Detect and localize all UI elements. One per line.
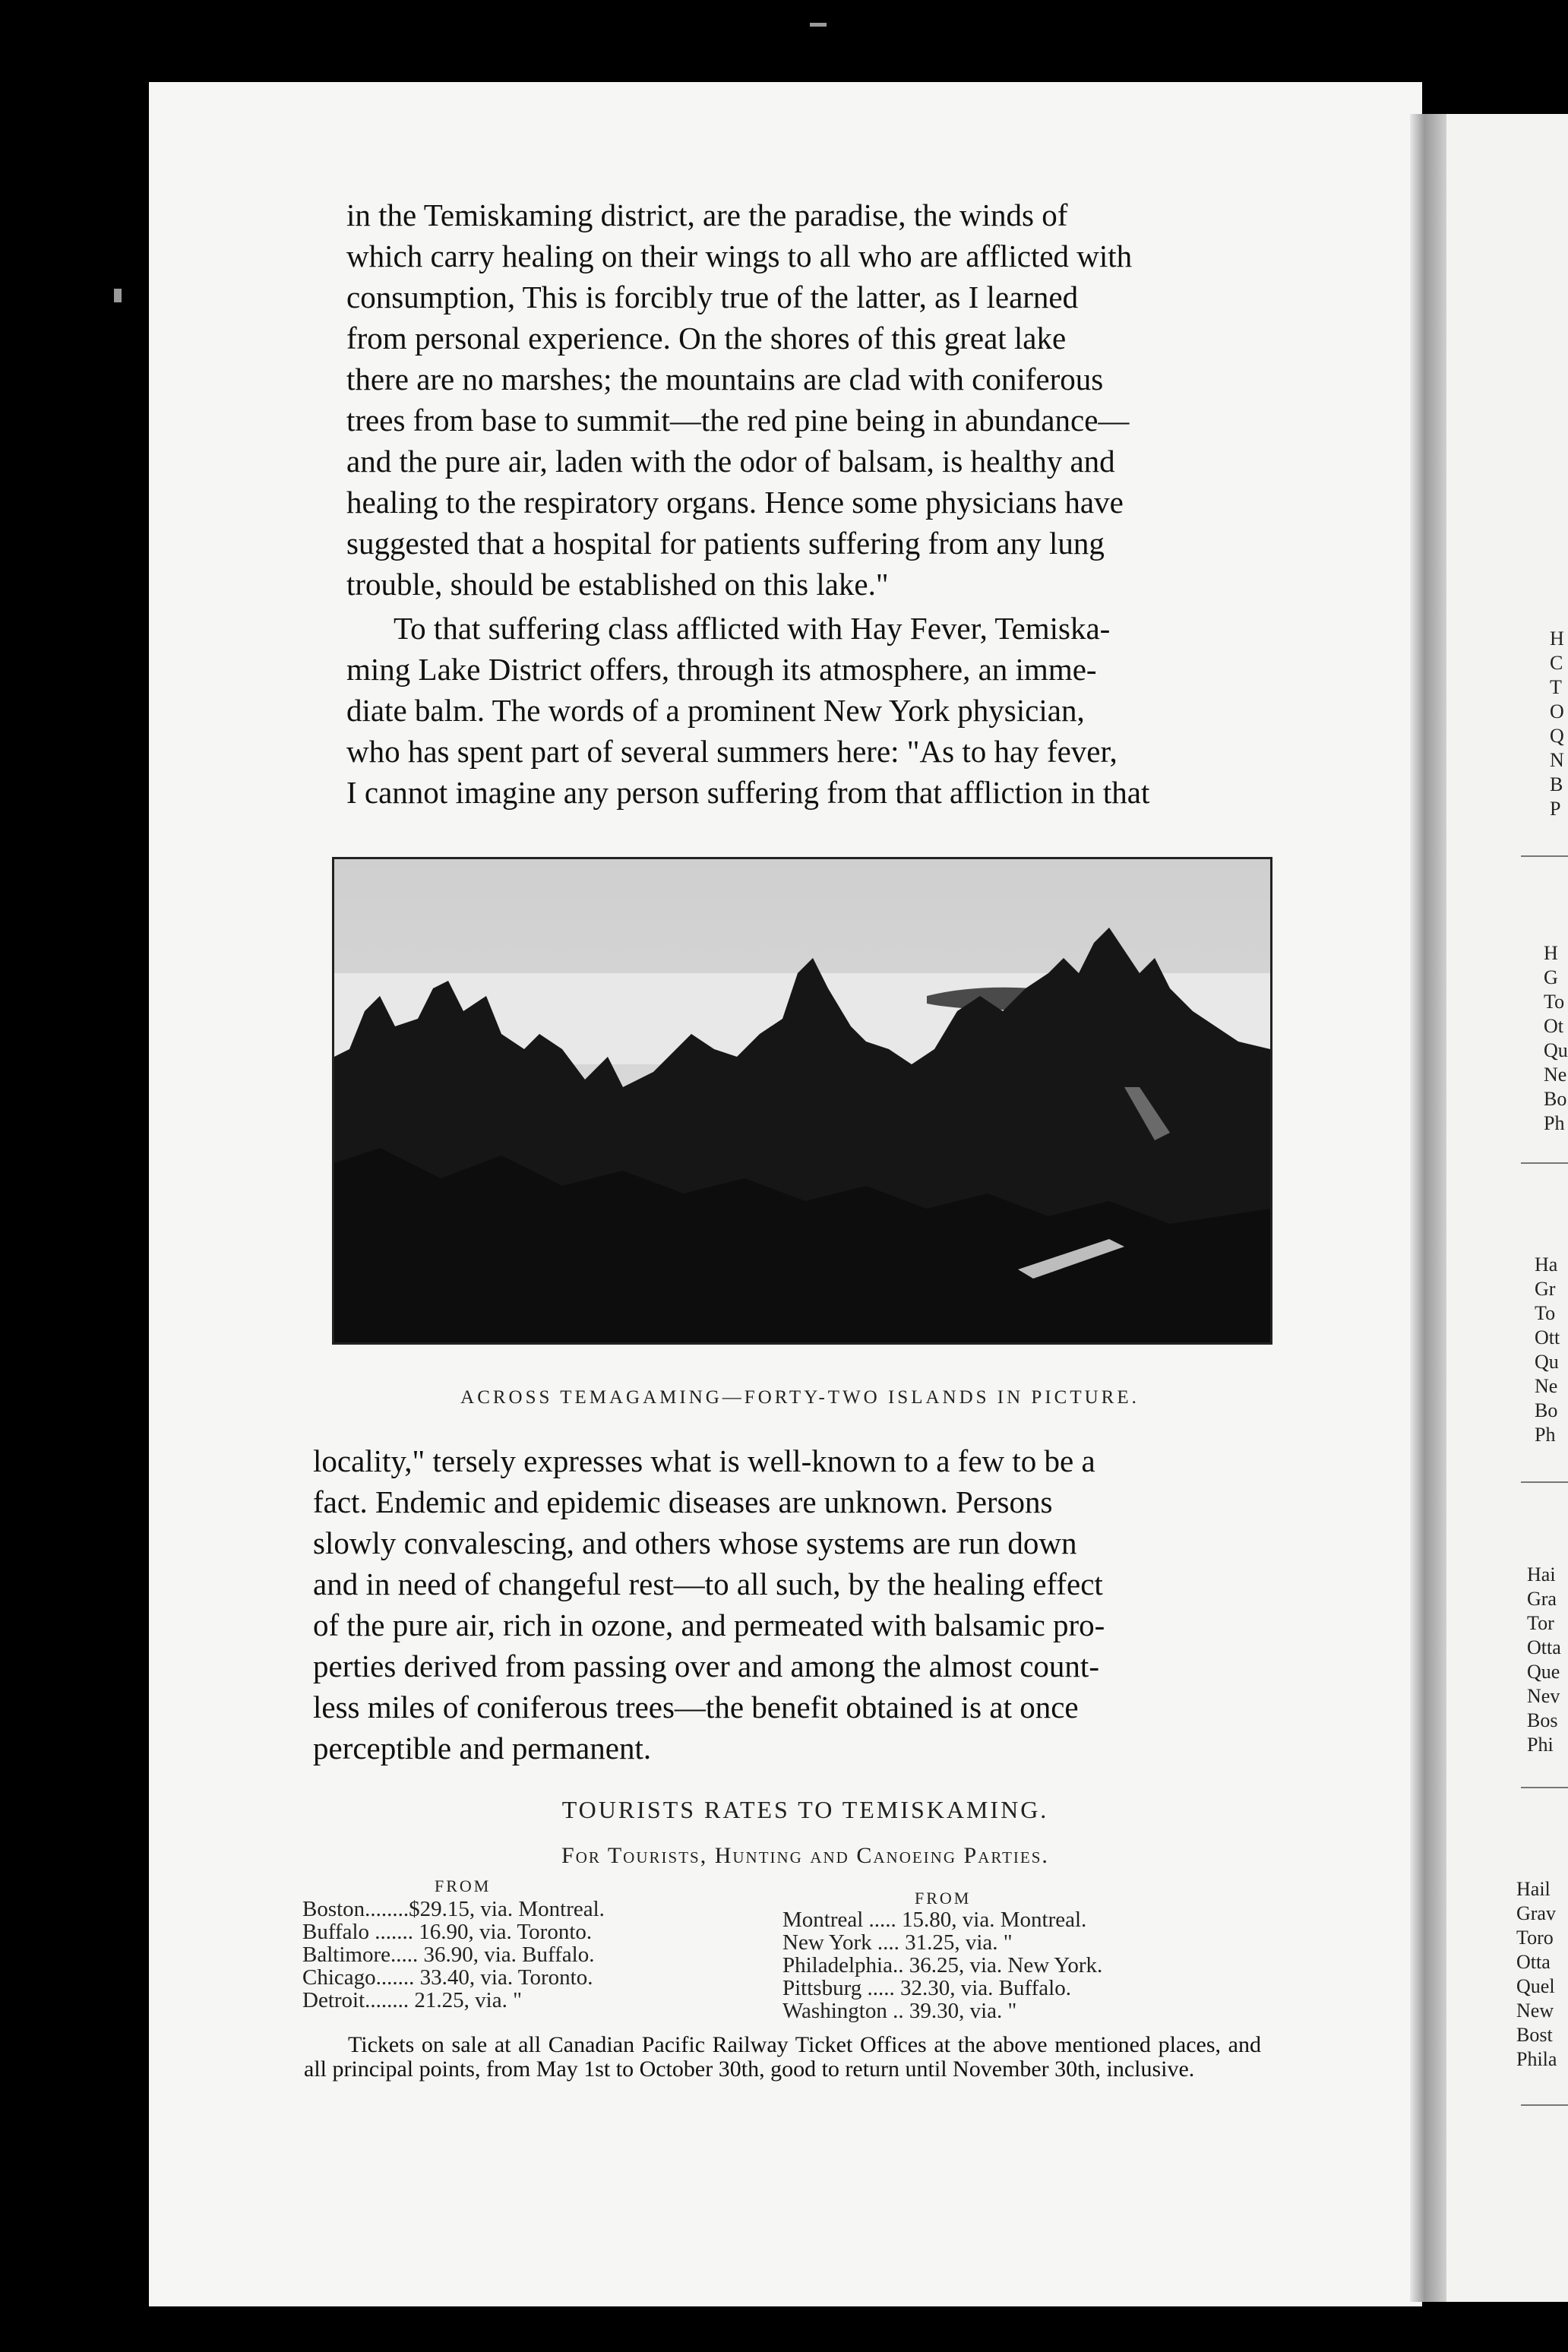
fragment-line: Phila [1516, 2048, 1557, 2070]
rate-row: New York .... 31.25, via. " [782, 1930, 1013, 1955]
fragment-rule [1521, 2104, 1568, 2106]
text-line: in the Temiskaming district, are the paradise, the winds of [346, 198, 1068, 232]
text-line: perties derived from passing over and among the almost count- [313, 1649, 1099, 1683]
scan-speck [810, 23, 827, 27]
rates-subtitle: For Tourists, Hunting and Canoeing Parties. [561, 1843, 1049, 1868]
rates-left-column [302, 1898, 758, 2012]
fragment-line: Ph [1544, 1112, 1565, 1134]
paragraph-2 [346, 608, 1291, 813]
fragment-line: Phi [1527, 1734, 1554, 1756]
fragment-line: Ne [1544, 1064, 1567, 1086]
fragment-rule [1521, 1787, 1568, 1788]
fragment-line: H [1550, 628, 1564, 650]
text-line: which carry healing on their wings to all who are afflicted with [346, 239, 1133, 273]
fragment-line: C [1550, 652, 1563, 674]
text-line: To that suffering class afflicted with Hay Fever, Temiska- [394, 611, 1111, 646]
text-line: from personal experience. On the shores of this great lake [346, 321, 1067, 356]
text-line: perceptible and permanent. [313, 1731, 652, 1766]
fragment-line: Otta [1516, 1951, 1551, 1973]
photo-caption: ACROSS TEMAGAMING—FORTY-TWO ISLANDS IN PICTURE. [460, 1387, 1140, 1408]
fragment-line: Q [1550, 725, 1564, 747]
fragment-line: Ha [1535, 1253, 1558, 1276]
fragment-line: Qu [1535, 1351, 1559, 1373]
fragment-rule [1521, 1162, 1568, 1164]
fragment-line: O [1550, 700, 1564, 722]
fragment-line: N [1550, 749, 1564, 771]
text-line: suggested that a hospital for patients suffering from any lung [346, 526, 1105, 561]
rate-row: Montreal ..... 15.80, via. Montreal. [782, 1908, 1087, 1932]
fragment-line: Bost [1516, 2024, 1553, 2046]
fragment-line: Qu [1544, 1039, 1568, 1061]
rate-row: Detroit........ 21.25, via. " [302, 1988, 522, 2012]
facing-page [1446, 114, 1568, 2302]
paragraph-3 [313, 1440, 1267, 1769]
fragment-line: To [1535, 1302, 1556, 1324]
rate-row: Washington .. 39.30, via. " [782, 1999, 1017, 2023]
fragment-line: Toro [1516, 1927, 1554, 1949]
rate-row: Philadelphia.. 36.25, via. New York. [782, 1953, 1103, 1977]
rates-title: TOURISTS RATES TO TEMISKAMING. [561, 1796, 1049, 1823]
fragment-line: Tor [1527, 1612, 1554, 1634]
fragment-line: P [1550, 798, 1561, 820]
fragment-rule [1521, 855, 1568, 857]
fragment-line: Otta [1527, 1636, 1561, 1658]
fragment-line: Ph [1535, 1424, 1556, 1446]
rate-row: Pittsburg ..... 32.30, via. Buffalo. [782, 1976, 1071, 2000]
rate-row: Chicago....... 33.40, via. Toronto. [302, 1965, 593, 1990]
text-line: trees from base to summit—the red pine being in abundance— [346, 403, 1130, 438]
text-line: and the pure air, laden with the odor of balsam, is healthy and [346, 444, 1115, 479]
text-line: diate balm. The words of a prominent New York physician, [346, 693, 1085, 728]
fragment-line: Bo [1535, 1399, 1558, 1421]
fragment-line: Ot [1544, 1015, 1563, 1037]
text-line: ming Lake District offers, through its atmosphere, an imme- [346, 652, 1097, 687]
rate-row: Baltimore..... 36.90, via. Buffalo. [302, 1943, 595, 1967]
tickets-notice [304, 2033, 1261, 2082]
fragment-line: Que [1527, 1661, 1560, 1683]
fragment-line: G [1544, 966, 1558, 988]
from-label-right: FROM [915, 1889, 972, 1908]
text-line: there are no marshes; the mountains are clad with coniferous [346, 362, 1104, 397]
fragment-line: Hail [1516, 1878, 1551, 1900]
text-line: locality," tersely expresses what is well-known to a few to be a [313, 1443, 1095, 1478]
rate-row: Buffalo ....... 16.90, via. Toronto. [302, 1920, 593, 1944]
text-line: who has spent part of several summers here: "As to hay fever, [346, 734, 1118, 769]
rate-row: Boston........$29.15, via. Montreal. [302, 1897, 605, 1921]
from-label-left: FROM [435, 1876, 492, 1895]
lake-photograph [332, 857, 1272, 1345]
text-line: less miles of coniferous trees—the benefit obtained is at once [313, 1690, 1079, 1724]
fragment-line: H [1544, 942, 1558, 964]
fragment-line: Gr [1535, 1278, 1556, 1300]
fragment-rule [1521, 1481, 1568, 1483]
rates-right-column [782, 1908, 1269, 2022]
text-line: slowly convalescing, and others whose systems are run down [313, 1525, 1077, 1560]
book-gutter [1410, 114, 1446, 2302]
fragment-line: Quel [1516, 1975, 1555, 1997]
scan-speck [114, 289, 122, 302]
fragment-line: Bo [1544, 1088, 1567, 1110]
fragment-line: Ott [1535, 1326, 1560, 1348]
fragment-line: New [1516, 2000, 1554, 2022]
text-line: I cannot imagine any person suffering from that affliction in that [346, 775, 1150, 810]
text-line: healing to the respiratory organs. Hence some physicians have [346, 485, 1124, 520]
fragment-line: To [1544, 991, 1565, 1013]
fragment-line: Ne [1535, 1375, 1558, 1397]
tickets-text: Tickets on sale at all Canadian Pacific Railway Ticket Offices at the above mentioned places, and all principal points, from May 1st to October 30th, good to return until November 30th, inclusive. [304, 2032, 1261, 2082]
text-line: consumption, This is forcibly true of the latter, as I learned [346, 280, 1079, 315]
text-line: of the pure air, rich in ozone, and permeated with balsamic pro- [313, 1608, 1105, 1642]
fragment-line: Nev [1527, 1685, 1560, 1707]
text-line: trouble, should be established on this lake." [346, 567, 889, 602]
text-line: fact. Endemic and epidemic diseases are unknown. Persons [313, 1484, 1053, 1519]
paragraph-1 [346, 194, 1299, 605]
fragment-line: Grav [1516, 1902, 1556, 1924]
forest-lake-illustration [334, 859, 1270, 1342]
fragment-line: Gra [1527, 1588, 1557, 1610]
fragment-line: Hai [1527, 1563, 1556, 1585]
fragment-line: Bos [1527, 1709, 1558, 1731]
text-line: and in need of changeful rest—to all such, by the healing effect [313, 1566, 1103, 1601]
fragment-line: T [1550, 676, 1562, 698]
fragment-line: B [1550, 773, 1563, 795]
